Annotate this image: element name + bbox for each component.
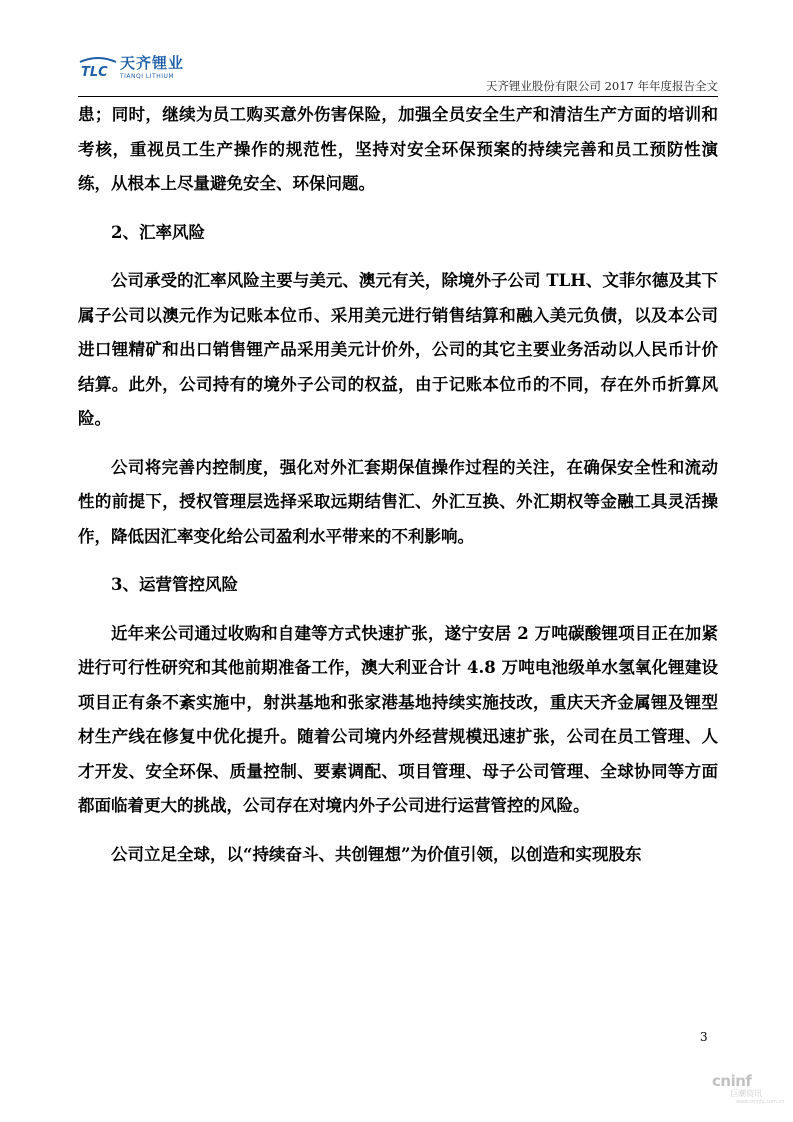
- watermark-url: www.cninfo.com.cn: [736, 1099, 785, 1105]
- logo-english-name: TIANQI LITHIUM: [120, 73, 175, 80]
- logo-text: [120, 56, 184, 80]
- section-heading-operation-risk: 3、运营管控风险: [111, 575, 238, 594]
- document-body: [78, 98, 718, 872]
- paragraph-exchange-risk: 公司承受的汇率风险主要与美元、澳元有关，除境外子公司 TLH、文菲尔德及其下属子公司以澳元作为记账本位币、采用美元进行销售结算和融入美元负债，以及本公司进口锂精矿和出口销售锂产品采用美元计价外，公司的其它主要业务活动以人民币计价结算。此外，公司持有的境外子公司的权益，由于记账本位币的不同，存在外币折算风险。: [78, 271, 718, 428]
- watermark-brand: cninf: [712, 1072, 752, 1090]
- svg-text:TLC: TLC: [81, 65, 108, 80]
- logo-chinese-name: 天齐锂业: [120, 54, 185, 72]
- paragraph-operation-risk: 近年来公司通过收购和自建等方式快速扩张，遂宁安居 2 万吨碳酸锂项目正在加紧进行可行性研究和其他前期准备工作，澳大利亚合计 4.8 万吨电池级单水氢氧化锂建设项目正有条不紊实施中，射洪基地和张家港基地持续实施技改，重庆天齐金属锂及锂型材生产线在修复中优化提升。随着公司境内外经营规模迅速扩张，公司在员工管理、人才开发、安全环保、质量控制、要素调配、项目管理、母子公司管理、全球协同等方面都面临着更大的挑战，公司存在对境内外子公司进行运营管控的风险。: [78, 623, 718, 815]
- paragraph-exchange-measures: 公司将完善内控制度，强化对外汇套期保值操作过程的关注，在确保安全性和流动性的前提下，授权管理层选择采取远期结售汇、外汇互换、外汇期权等金融工具灵活操作，降低因汇率变化给公司盈利水平带来的不利影响。: [78, 457, 718, 546]
- report-title: 天齐锂业股份有限公司 2017 年年度报告全文: [485, 79, 718, 93]
- cninf-watermark: [712, 1072, 784, 1116]
- company-logo: [78, 56, 184, 80]
- paragraph-global-value: 公司立足全球，以“持续奋斗、共创锂想”为价值引领，以创造和实现股东: [111, 844, 642, 864]
- page-header: [78, 52, 718, 96]
- section-heading-exchange-risk: 2、汇率风险: [111, 222, 205, 242]
- paragraph-safety-continued: 患；同时，继续为员工购买意外伤害保险，加强全员安全生产和清洁生产方面的培训和考核，重视员工生产操作的规范性，坚持对安全环保预案的持续完善和员工预防性演练，从根本上尽量避免安全、环保问题。: [78, 105, 718, 193]
- page-number: 3: [700, 1030, 708, 1044]
- tianqi-logo-icon: [78, 56, 118, 80]
- header-divider: [78, 96, 718, 97]
- watermark-chinese: 巨潮资讯: [730, 1089, 762, 1098]
